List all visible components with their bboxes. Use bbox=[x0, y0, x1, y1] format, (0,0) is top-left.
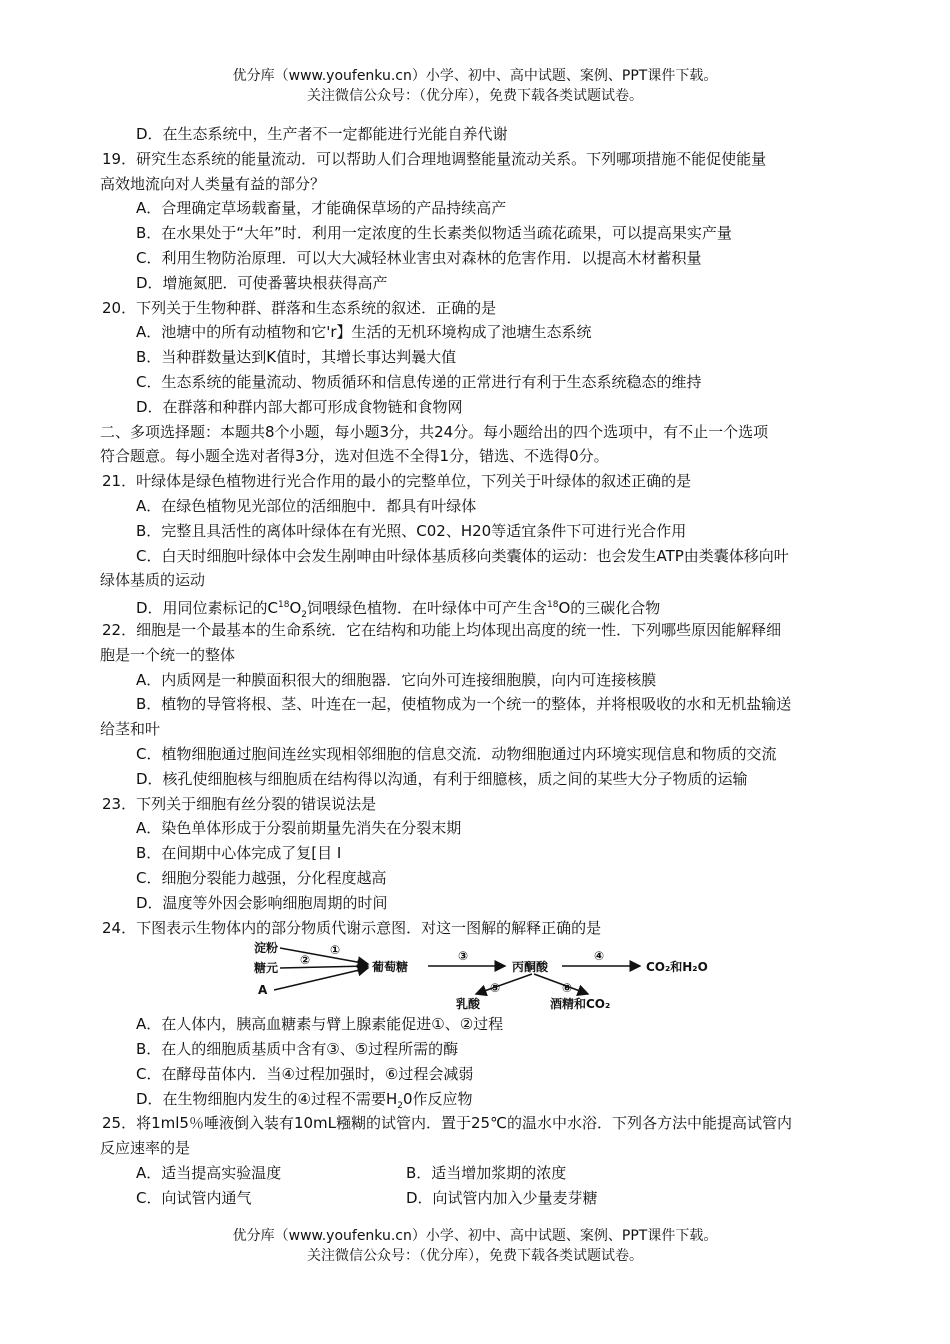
header-line-1: 优分库（www.youfenku.cn）小学、初中、高中试题、案例、PPT课件下载。 bbox=[232, 68, 718, 84]
q21-d-sub-1: 2 bbox=[301, 610, 308, 621]
q21-d-sup-2: 18 bbox=[547, 600, 559, 611]
arrow-5 bbox=[476, 974, 532, 994]
q23-option-a: A．染色单体形成于分裂前期量先消失在分裂末期 bbox=[136, 819, 462, 838]
q19-option-d: D．增施氮肥．可使番薯块根获得高产 bbox=[136, 273, 388, 292]
q23-option-c: C．细胞分裂能力越强，分化程度越高 bbox=[136, 868, 387, 887]
label-alcohol: 酒精和CO₂ bbox=[550, 997, 611, 1012]
q23-option-b: B．在间期中心体完成了复[目 I bbox=[136, 844, 342, 863]
q25-option-d: D．向试管内加入少量麦芽糖 bbox=[406, 1188, 598, 1207]
q22-option-a: A．内质网是一种膜面积很大的细胞器．它向外可连接细胞膜，向内可连接核膜 bbox=[136, 670, 657, 689]
q24-d-sub: 2 bbox=[397, 1100, 404, 1111]
label-n5: ⑤ bbox=[490, 981, 501, 996]
q25-option-b: B．适当增加浆期的浓度 bbox=[406, 1164, 567, 1183]
page-header bbox=[0, 66, 950, 106]
q18-option-d: D．在生态系统中，生产者不一定都能进行光能自养代谢 bbox=[136, 125, 508, 143]
metabolism-diagram-svg bbox=[250, 940, 730, 1012]
label-n1: ① bbox=[330, 943, 341, 958]
q21-option-b: B．完整且具活性的离体叶绿体在有光照、C02、H20等适宜条件下可进行光合作用 bbox=[136, 521, 687, 540]
q21-d-text-3: 饲喂绿色植物．在叶绿体中可产生含 bbox=[307, 599, 548, 618]
arrow-2 bbox=[280, 966, 368, 968]
q19-stem-line-1: 19．研究生态系统的能量流动．可以帮助人们合理地调整能量流动关系。下列哪项措施不能促使能量 bbox=[102, 149, 767, 168]
footer-line-1: 优分库（www.youfenku.cn）小学、初中、高中试题、案例、PPT课件下载。 bbox=[232, 1228, 718, 1244]
q24-option-c: C．在酵母苗体内．当④过程加强时，⑥过程会减弱 bbox=[136, 1064, 474, 1083]
label-end-product: CO₂和H₂O bbox=[646, 960, 708, 975]
q24-option-b: B．在人的细胞质基质中含有③、⑤过程所需的酶 bbox=[136, 1040, 459, 1059]
q25-option-a: A．适当提高实验温度 bbox=[136, 1164, 282, 1183]
q25-option-c: C．向试管内通气 bbox=[136, 1188, 252, 1207]
q25-stem-line-2: 反应速率的是 bbox=[100, 1139, 191, 1158]
section2-heading-line-2: 符合题意。每小题全选对者得3分，选对但选不全得1分，错选、不选得0分。 bbox=[100, 447, 609, 466]
q20-option-d: D．在群落和种群内部大都可形成食物链和食物网 bbox=[136, 397, 463, 416]
q21-stem: 21．叶绿体是绿色植物进行光合作用的最小的完整单位，下列关于叶绿体的叙述正确的是 bbox=[102, 472, 692, 491]
q23-stem: 23．下列关于细胞有丝分裂的错误说法是 bbox=[102, 794, 377, 813]
q20-option-a: A．池塘中的所有动植物和它'r】生活的无机环境构成了池塘生态系统 bbox=[136, 323, 592, 342]
label-n3: ③ bbox=[458, 949, 469, 964]
q24-d-text-2: 0作反应物 bbox=[403, 1089, 473, 1108]
q20-option-c: C．生态系统的能量流动、物质循环和信息传递的正常进行有利于生态系统稳态的维持 bbox=[136, 372, 702, 391]
q19-stem-line-2: 高效地流向对人类量有益的部分？ bbox=[100, 174, 326, 193]
page-footer bbox=[0, 1226, 950, 1266]
q19-option-a: A．合理确定草场载畜量，才能确保草场的产品持续高产 bbox=[136, 199, 507, 218]
q21-option-d bbox=[100, 593, 880, 621]
q21-option-c-line-2: 绿体基质的运动 bbox=[100, 571, 206, 590]
label-lactic-acid: 乳酸 bbox=[456, 997, 481, 1012]
q22-option-b-line-1: B．植物的导管将根、茎、叶连在一起，使植物成为一个统一的整体，并将根吸收的水和无机盐输送 bbox=[136, 695, 792, 714]
arrow-a bbox=[274, 968, 368, 990]
section2-heading-line-1: 二、多项选择题：本题共8个小题，每小题3分，共24分。每小题给出的四个选项中，有不止一个选项 bbox=[100, 422, 769, 441]
label-n6: ⑥ bbox=[562, 981, 573, 996]
q21-option-a: A．在绿色植物见光部位的活细胞中．都具有叶绿体 bbox=[136, 496, 477, 515]
label-n4: ④ bbox=[594, 949, 605, 964]
q24-option-a: A．在人体内，胰高血糖素与臂上腺素能促进①、②过程 bbox=[136, 1015, 504, 1034]
arrow-1 bbox=[280, 948, 368, 964]
q25-stem-line-1: 25．将1ml5％唾液倒入装有10mL糨糊的试管内．置于25℃的温水中水浴．下列各方法中能提高试管内 bbox=[102, 1114, 792, 1133]
label-pyruvate: 丙酮酸 bbox=[512, 960, 549, 975]
q19-option-b: B．在水果处于“大年”时．利用一定浓度的生长素类似物适当疏花疏果，可以提高果实产量 bbox=[136, 224, 732, 243]
q22-option-d: D．核孔使细胞核与细胞质在结构得以沟通，有利于细臆核，质之间的某些大分子物质的运输 bbox=[136, 769, 748, 788]
q24-d-text-1: D．在生物细胞内发生的④过程不需要H bbox=[136, 1089, 398, 1108]
q22-stem-line-2: 胞是一个统一的整体 bbox=[100, 645, 236, 664]
label-starch: 淀粉 bbox=[254, 941, 279, 956]
label-glycogen: 糖元 bbox=[254, 961, 279, 976]
q24-option-d bbox=[100, 1087, 880, 1112]
q20-option-b: B．当种群数量达到K值时，其增长事达判曩大值 bbox=[136, 348, 457, 367]
q21-d-text-2: O bbox=[289, 599, 302, 618]
q22-stem-line-1: 22．细胞是一个最基本的生命系统．它在结构和功能上均体现出高度的统一性．下列哪些原因能解释细 bbox=[102, 620, 782, 639]
q25-options-row-1 bbox=[100, 1161, 880, 1186]
footer-line-2: 关注微信公众号：（优分库），免费下载各类试题试卷。 bbox=[307, 1248, 643, 1264]
header-line-2: 关注微信公众号：（优分库），免费下载各类试题试卷。 bbox=[307, 88, 643, 104]
q19-option-c: C．利用生物防治原理．可以大大减轻林业害虫对森林的危害作用．以提高木材蓄积量 bbox=[136, 248, 702, 267]
label-a: A bbox=[258, 983, 268, 998]
q21-option-c-line-1: C．白天时细胞叶绿体中会发生剐呻由叶绿体基质移向类囊体的运动：也会发生ATP由类囊体移向叶 bbox=[136, 546, 789, 565]
metabolism-diagram bbox=[100, 940, 880, 1012]
q23-option-d: D．温度等外因会影响细胞周期的时间 bbox=[136, 893, 388, 912]
q21-d-text-4: O的三碳化合物 bbox=[558, 599, 661, 618]
q22-option-c: C．植物细胞通过胞间连丝实现相邻细胞的信息交流．动物细胞通过内环境实现信息和物质的交流 bbox=[136, 744, 777, 763]
q25-options-row-2 bbox=[100, 1186, 880, 1211]
exam-body bbox=[100, 122, 880, 1211]
q22-option-b-line-2: 给茎和叶 bbox=[100, 720, 161, 739]
label-n2: ② bbox=[300, 953, 311, 968]
label-glucose: 葡萄糖 bbox=[372, 960, 409, 975]
q21-d-sup-1: 18 bbox=[278, 600, 290, 611]
q20-stem: 20．下列关于生物种群、群落和生态系统的叙述．正确的是 bbox=[102, 298, 497, 317]
q21-d-text-1: D．用同位素标记的C bbox=[136, 599, 279, 618]
q24-stem: 24．下图表示生物体内的部分物质代谢示意图．对这一图解的解释正确的是 bbox=[102, 918, 602, 937]
arrow-6 bbox=[534, 974, 588, 994]
